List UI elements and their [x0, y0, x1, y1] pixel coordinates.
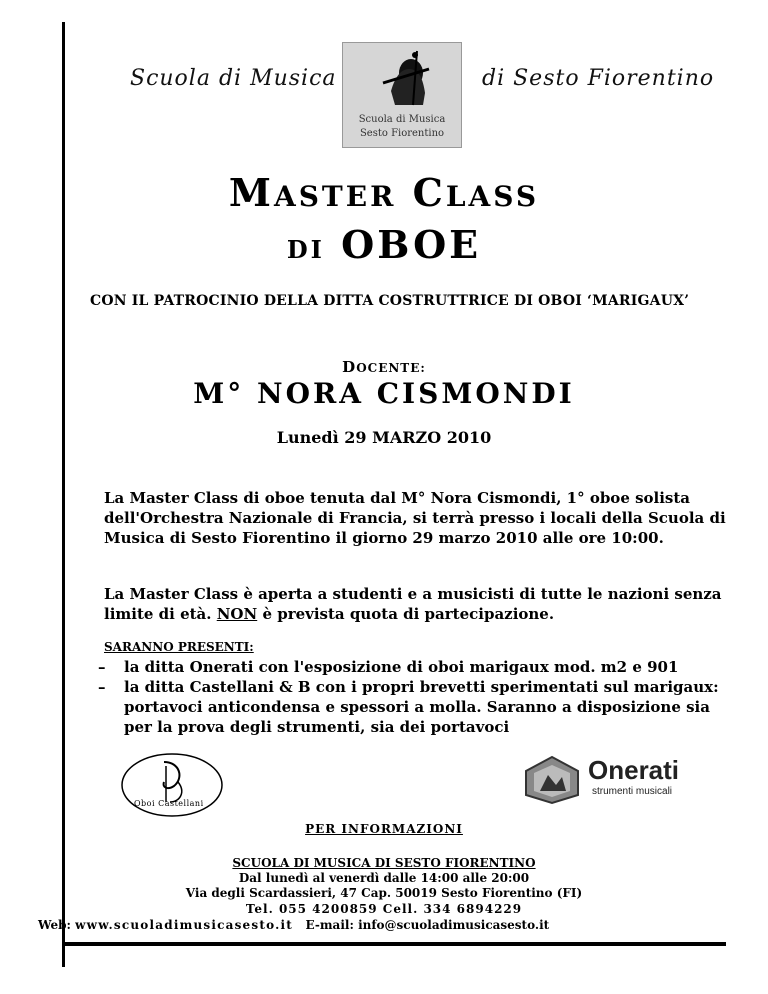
description-paragraph-2	[104, 584, 730, 624]
p2-non: NON	[216, 605, 258, 623]
p2-text-2: è prevista quota di partecipazione.	[257, 605, 555, 623]
logo-caption-line2: Sesto Fiorentino	[359, 128, 445, 139]
list-item-text: la ditta Castellani & B con i propri brevetti sperimentati sul marigaux: portavoci anticondensa e spessori a molla. Saranno a disposizione sia per la prova degli strumenti, sia dei portavoci	[124, 678, 719, 736]
bottom-horizontal-rule	[62, 942, 726, 946]
info-hours: Dal lunedì al venerdì dalle 14:00 alle 20:00	[238, 871, 530, 885]
logo-caption-line1: Scuola di Musica	[358, 114, 446, 125]
title-initial-m: M	[228, 170, 274, 215]
event-date: Lunedì 29 MARZO 2010	[276, 428, 492, 447]
cellist-icon	[343, 43, 461, 113]
title-rest-lass: LASS	[445, 180, 540, 213]
title-di-oboe	[0, 222, 768, 267]
list-item-text: la ditta Onerati con l'esposizione di oboi marigaux mod. m2 e 901	[124, 658, 679, 676]
email-label: E-mail:	[292, 918, 359, 932]
castellani-logo	[120, 752, 224, 818]
onerati-emblem-icon	[522, 755, 582, 805]
castellani-emblem-icon	[120, 752, 224, 818]
school-name-left: Scuola di Musica	[130, 66, 337, 91]
description-paragraph-1: La Master Class di oboe tenuta dal M° Nora Cismondi, 1° oboe solista dell'Orchestra Nazionale di Francia, si terrà presso i locali della Scuola di Musica di Sesto Fiorentino il giorno 29 marzo 2010 alle ore 10:00.	[104, 489, 726, 547]
castellani-label: Oboi Castellani	[134, 799, 204, 808]
presenti-list	[98, 657, 730, 737]
list-dash: –	[98, 658, 106, 676]
info-contacts	[38, 918, 549, 932]
onerati-subtitle: strumenti musicali	[592, 786, 673, 797]
p2-text-1: La Master Class è aperta a studenti e a musicisti di tutte le nazioni senza limite di età.	[104, 585, 722, 623]
docente-initial: D	[342, 358, 357, 376]
docente-label	[0, 358, 768, 376]
email-link[interactable]: info@scuoladimusicasesto.it	[358, 918, 550, 932]
onerati-name: Onerati	[588, 755, 680, 785]
list-item	[98, 677, 730, 737]
presenti-label: SARANNO PRESENTI:	[104, 640, 254, 654]
info-address: Via degli Scardassieri, 47 Cap. 50019 Sesto Fiorentino (FI)	[185, 886, 583, 900]
title-initial-c: C	[412, 170, 446, 215]
school-name-right: di Sesto Fiorentino	[482, 66, 715, 91]
info-school-name: SCUOLA DI MUSICA DI SESTO FIORENTINO	[232, 856, 536, 870]
list-dash: –	[98, 678, 106, 696]
title-rest-aster: ASTER	[273, 180, 397, 213]
title-di: DI	[286, 235, 325, 264]
website-link[interactable]: www.scuoladimusicasesto.it	[75, 918, 293, 932]
docente-rest: OCENTE:	[356, 361, 426, 375]
docente-name: M° NORA CISMONDI	[193, 377, 575, 410]
info-phones: Tel. 055 4200859 Cell. 334 6894229	[245, 902, 523, 916]
info-heading: PER INFORMAZIONI	[305, 822, 463, 836]
patronage-line: CON IL PATROCINIO DELLA DITTA COSTRUTTRICE DI OBOI ‘MARIGAUX’	[90, 293, 690, 309]
web-label: Web:	[38, 918, 76, 932]
title-master-class	[0, 170, 768, 215]
onerati-logo	[522, 755, 694, 805]
school-logo	[342, 42, 462, 148]
title-oboe: OBOE	[341, 222, 482, 267]
list-item	[98, 657, 730, 677]
